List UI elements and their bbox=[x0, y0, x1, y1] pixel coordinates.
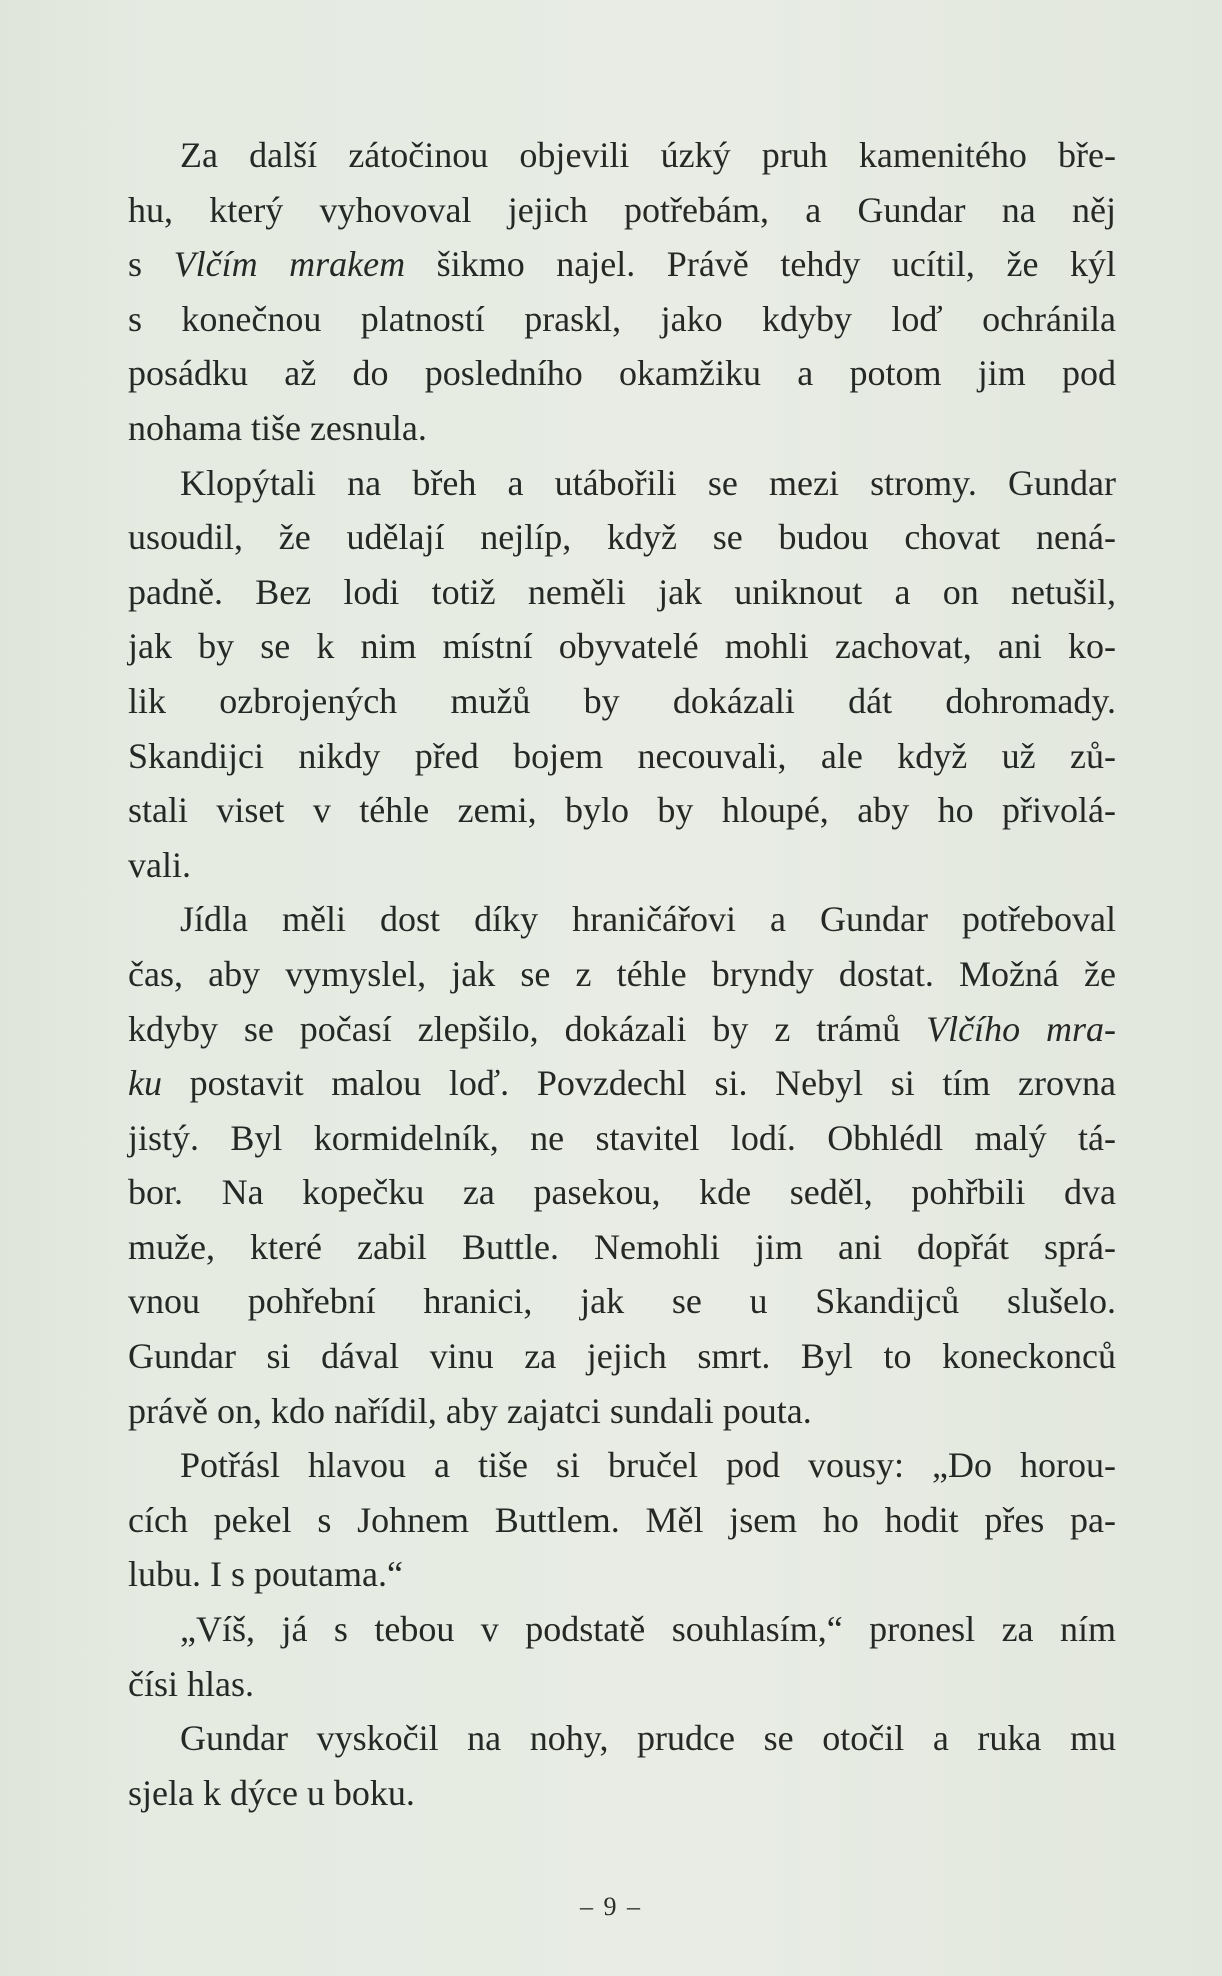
text-line: stali viset v téhle zemi, bylo by hloupé, aby ho přivolá- bbox=[128, 790, 1116, 831]
text-line: vnou pohřební hranici, jak se u Skandijců slušelo. bbox=[128, 1281, 1116, 1322]
text-line bbox=[128, 1056, 1116, 1111]
body-text bbox=[128, 128, 1116, 1820]
text-segment: kdyby se počasí zlepšilo, dokázali by z trámů bbox=[128, 1008, 927, 1049]
ship-name: ku bbox=[128, 1063, 162, 1104]
text-line: lubu. I s poutama.“ bbox=[128, 1554, 403, 1595]
text-line: hu, který vyhovoval jejich potřebám, a Gundar na něj bbox=[128, 189, 1116, 230]
text-line: právě on, kdo nařídil, aby zajatci sundali pouta. bbox=[128, 1390, 812, 1431]
text-line: Potřásl hlavou a tiše si bručel pod vousy: „Do horou- bbox=[180, 1445, 1116, 1486]
text-line: sjela k dýce u boku. bbox=[128, 1772, 415, 1813]
text-segment: šikmo najel. Právě tehdy ucítil, že kýl bbox=[405, 244, 1116, 285]
text-line: padně. Bez lodi totiž neměli jak uniknout a on netušil, bbox=[128, 571, 1116, 612]
ship-name: Vlčího mra- bbox=[926, 1008, 1117, 1049]
text-line: vali. bbox=[128, 844, 191, 885]
text-line: usoudil, že udělají nejlíp, když se budou chovat nená- bbox=[128, 517, 1116, 558]
page-number: – 9 – bbox=[580, 1892, 642, 1921]
text-line: jak by se k nim místní obyvatelé mohli zachovat, ani ko- bbox=[128, 626, 1116, 667]
text-line: bor. Na kopečku za pasekou, kde seděl, pohřbili dva bbox=[128, 1172, 1116, 1213]
text-line: Klopýtali na břeh a utábořili se mezi stromy. Gundar bbox=[180, 462, 1116, 503]
text-segment: postavit malou loď. Povzdechl si. Nebyl si tím zrovna bbox=[161, 1063, 1116, 1104]
text-line: cích pekel s Johnem Buttlem. Měl jsem ho hodit přes pa- bbox=[128, 1499, 1116, 1540]
text-line: lik ozbrojených mužů by dokázali dát dohromady. bbox=[128, 680, 1116, 721]
text-line: Jídla měli dost díky hraničářovi a Gundar potřeboval bbox=[180, 899, 1116, 940]
text-line: Gundar si dával vinu za jejich smrt. Byl to koneckonců bbox=[128, 1336, 1116, 1377]
text-line: s konečnou platností praskl, jako kdyby loď ochránila bbox=[128, 298, 1116, 339]
text-line: Gundar vyskočil na nohy, prudce se otočil a ruka mu bbox=[180, 1718, 1116, 1759]
ship-name: Vlčím mrakem bbox=[173, 244, 406, 285]
text-line bbox=[128, 1002, 1116, 1057]
text-line: Skandijci nikdy před bojem necouvali, ale když už zů- bbox=[128, 735, 1116, 776]
text-line bbox=[128, 237, 1116, 292]
text-line: Za další zátočinou objevili úzký pruh kamenitého bře- bbox=[180, 135, 1116, 175]
text-segment: s bbox=[128, 244, 174, 285]
text-line: nohama tiše zesnula. bbox=[128, 407, 427, 448]
text-line: posádku až do posledního okamžiku a potom jim pod bbox=[128, 353, 1116, 394]
text-line: čas, aby vymyslel, jak se z téhle bryndy dostat. Možná že bbox=[128, 953, 1116, 994]
text-line: muže, které zabil Buttle. Nemohli jim ani dopřát sprá- bbox=[128, 1226, 1116, 1267]
text-line: „Víš, já s tebou v podstatě souhlasím,“ pronesl za ním bbox=[180, 1609, 1116, 1650]
text-line: jistý. Byl kormidelník, ne stavitel lodí. Obhlédl malý tá- bbox=[128, 1117, 1116, 1158]
text-line: čísi hlas. bbox=[128, 1663, 254, 1704]
